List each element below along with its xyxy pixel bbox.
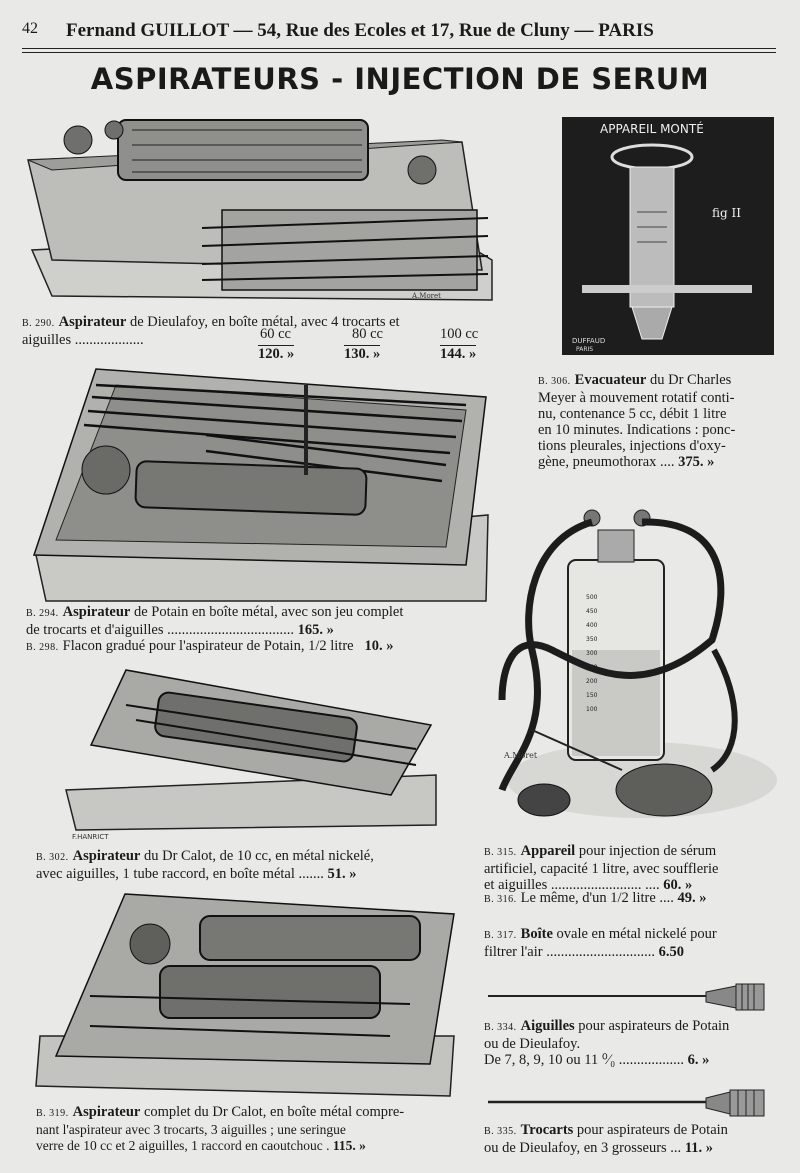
header-address: Fernand GUILLOT — 54, Rue des Ecoles et 17, Rue de Cluny — PARIS	[66, 20, 654, 41]
svg-text:F.HANRICT: F.HANRICT	[72, 833, 109, 841]
price-b298: 10. »	[364, 638, 394, 654]
svg-text:150: 150	[586, 692, 598, 699]
price-b334: 6. »	[687, 1052, 710, 1068]
desc-b315-1: pour injection de sérum	[578, 843, 717, 859]
price-b316: 49. »	[677, 890, 707, 906]
name-b317: Boîte	[520, 926, 553, 942]
fig11-label-top: APPAREIL MONTÉ	[600, 122, 704, 136]
item-b319	[36, 1104, 466, 1154]
desc-b306-2: Meyer à mouvement rotatif conti-	[538, 390, 735, 406]
name-b302: Aspirateur	[72, 848, 141, 864]
b290-price-80: 130. »	[344, 346, 381, 362]
desc-b335-2: ou de Dieulafoy, en 3 grosseurs ...	[484, 1140, 682, 1156]
item-b317	[484, 926, 780, 960]
page-number: 42	[22, 20, 38, 37]
fig11-number: fig II	[712, 206, 741, 220]
b290-size-100: 100 cc	[440, 326, 479, 342]
price-b335: 11. »	[684, 1140, 714, 1156]
b290-price-100: 144. »	[440, 346, 477, 362]
desc-b319-1: complet du Dr Calot, en boîte métal compre-	[143, 1104, 405, 1120]
name-b306: Evacuateur	[574, 372, 647, 388]
svg-text:450: 450	[586, 608, 598, 615]
ref-b306: B. 306.	[538, 376, 571, 387]
item-b316	[484, 890, 780, 908]
price-b306: 375. »	[678, 454, 715, 470]
desc-b317-2: filtrer l'air ..............................	[484, 944, 655, 960]
svg-text:400: 400	[586, 622, 598, 629]
desc-b317-1: ovale en métal nickelé pour	[556, 926, 717, 942]
desc-b334-3: De 7, 8, 9, 10 ou 11 ⁰⁄₀ ..................	[484, 1052, 685, 1068]
price-b315: 60. »	[663, 877, 693, 893]
price-b319: 115. »	[332, 1138, 366, 1153]
desc-b306-6: gène, pneumothorax ....	[538, 454, 675, 470]
ref-b302: B. 302.	[36, 852, 69, 863]
svg-text:200: 200	[586, 678, 598, 685]
fig11-maker-city: PARIS	[576, 346, 594, 353]
name-b334: Aiguilles	[520, 1018, 575, 1034]
item-b335	[484, 1122, 780, 1156]
fig11-maker: DUFFAUD	[572, 337, 606, 345]
desc-b316: Le même, d'un 1/2 litre ....	[520, 890, 674, 906]
ref-b319: B. 319.	[36, 1108, 69, 1119]
desc-b298: Flacon gradué pour l'aspirateur de Potain, 1/2 litre	[62, 638, 354, 654]
price-b317: 6.50	[658, 944, 684, 960]
name-b315: Appareil	[520, 843, 576, 859]
svg-text:300: 300	[586, 650, 598, 657]
b290-size-80: 80 cc	[352, 326, 383, 342]
item-b294	[26, 604, 496, 638]
svg-text:100: 100	[586, 706, 598, 713]
desc-b306-3: nu, contenance 5 cc, débit 1 litre	[538, 406, 727, 422]
header-rule-thin	[22, 52, 776, 53]
ref-b334: B. 334.	[484, 1022, 517, 1033]
running-header	[22, 18, 776, 44]
desc-b334-1: pour aspirateurs de Potain	[578, 1018, 730, 1034]
svg-text:A.Moret: A.Moret	[504, 751, 538, 760]
ref-b316: B. 316.	[484, 894, 517, 905]
desc-b319-3: verre de 10 cc et 2 aiguilles, 1 raccord en caoutchouc .	[36, 1138, 330, 1153]
ref-b317: B. 317.	[484, 930, 517, 941]
dieulafoy-aspirator-illustration	[22, 100, 500, 306]
desc-b290-1: de Dieulafoy, en boîte métal, avec 4 trocarts et	[129, 314, 400, 330]
b290-prices	[22, 345, 492, 365]
potain-aspirator-illustration	[26, 365, 496, 603]
serum-injection-apparatus-illustration	[492, 500, 782, 830]
item-b334	[484, 1018, 780, 1068]
ref-b290: B. 290.	[22, 318, 55, 329]
name-b319: Aspirateur	[72, 1104, 141, 1120]
ref-b294: B. 294.	[26, 608, 59, 619]
ref-b298: B. 298.	[26, 642, 59, 653]
b290-size-60: 60 cc	[260, 326, 291, 342]
calot-complete-illustration	[30, 886, 458, 1104]
desc-b294-1: de Potain en boîte métal, avec son jeu complet	[133, 604, 404, 620]
desc-b306-4: en 10 minutes. Indications : ponc-	[538, 422, 736, 438]
item-b298	[26, 638, 496, 656]
fig-11-plate	[562, 117, 774, 355]
desc-b334-2: ou de Dieulafoy.	[484, 1036, 581, 1052]
desc-b294-2: de trocarts et d'aiguilles ...................................	[26, 622, 294, 638]
ref-b335: B. 335.	[484, 1126, 517, 1137]
desc-b306-5: tions pleurales, injections d'oxy-	[538, 438, 726, 454]
svg-text:250: 250	[586, 664, 598, 671]
desc-b335-1: pour aspirateurs de Potain	[576, 1122, 728, 1138]
desc-b306-1: du Dr Charles	[649, 372, 732, 388]
desc-b315-3: et aiguilles ......................... ....	[484, 877, 660, 893]
desc-b302-1: du Dr Calot, de 10 cc, en métal nickelé,	[143, 848, 374, 864]
name-b335: Trocarts	[520, 1122, 574, 1138]
item-b306	[538, 372, 778, 470]
needle-illustration	[486, 980, 776, 1016]
item-b315	[484, 843, 780, 893]
desc-b302-2: avec aiguilles, 1 tube raccord, en boîte métal .......	[36, 866, 324, 882]
trocart-illustration	[486, 1088, 776, 1122]
b290-price-60: 120. »	[258, 346, 295, 362]
svg-text:350: 350	[586, 636, 598, 643]
name-b294: Aspirateur	[62, 604, 131, 620]
price-b302: 51. »	[327, 866, 357, 882]
desc-b315-2: artificiel, capacité 1 litre, avec soufflerie	[484, 861, 719, 877]
svg-text:A.Moret: A.Moret	[412, 292, 441, 300]
calot-aspirator-illustration	[36, 665, 456, 843]
header-rule	[22, 48, 776, 49]
ref-b315: B. 315.	[484, 847, 517, 858]
desc-b319-2: nant l'aspirateur avec 3 trocarts, 3 aiguilles ; une seringue	[36, 1122, 346, 1137]
svg-text:500: 500	[586, 594, 598, 601]
item-b302	[36, 848, 466, 882]
price-b294: 165. »	[297, 622, 334, 638]
page-title: ASPIRATEURS - INJECTION DE SERUM	[90, 62, 710, 96]
desc-b290-2: aiguilles ...................	[22, 332, 144, 348]
name-b290: Aspirateur	[58, 314, 127, 330]
